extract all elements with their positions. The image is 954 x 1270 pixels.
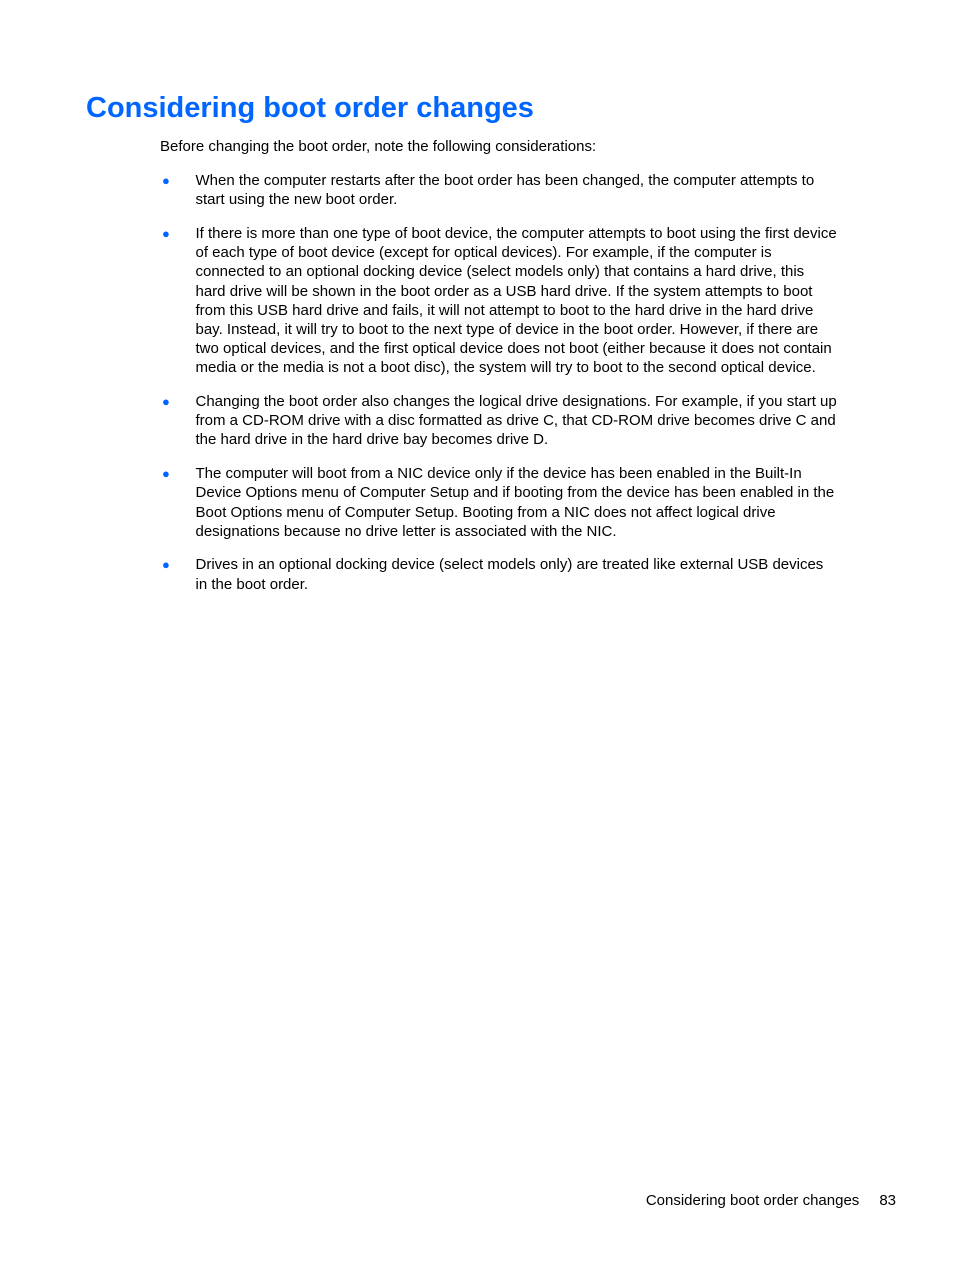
bullet-icon: ● bbox=[162, 466, 170, 482]
bullet-text-line: start using the new boot order. bbox=[195, 191, 398, 209]
bullet-icon: ● bbox=[162, 173, 170, 188]
page-footer bbox=[646, 1191, 896, 1211]
list-item bbox=[160, 392, 890, 450]
bullet-text-line: from a CD-ROM drive with a disc formatted as drive C, that CD-ROM drive becomes drive C and bbox=[195, 412, 836, 430]
bullet-text-line: If there is more than one type of boot device, the computer attempts to boot using the first device bbox=[195, 224, 837, 242]
bullet-text-line: connected to an optional docking device (select models only) that contains a hard drive, this bbox=[195, 263, 805, 281]
bullet-text-line: media or the media is not a boot disc), the system will try to boot to the second optical device. bbox=[195, 359, 816, 377]
bullet-icon: ● bbox=[162, 557, 170, 573]
list-item bbox=[160, 224, 890, 378]
list-item bbox=[160, 555, 890, 593]
bullet-text-line: two optical devices, and the first optical device does not boot (either because it does not contain bbox=[195, 340, 832, 358]
bullet-icon: ● bbox=[162, 394, 170, 410]
bullet-text-line: Device Options menu of Computer Setup and if booting from the device has been enabled in the bbox=[195, 484, 835, 502]
list-item bbox=[160, 171, 890, 209]
page-title: Considering boot order changes bbox=[86, 92, 534, 124]
bullet-text-line: Changing the boot order also changes the logical drive designations. For example, if you start up bbox=[195, 393, 837, 411]
bullet-text-line: the hard drive in the hard drive bay becomes drive D. bbox=[195, 431, 549, 449]
bullet-text-line: Boot Options menu of Computer Setup. Booting from a NIC does not affect logical drive bbox=[195, 503, 776, 521]
bullet-text-line: hard drive will be shown in the boot order as a USB hard drive. If the system attempts to boot bbox=[195, 282, 813, 300]
bullet-text-line: bay. Instead, it will try to boot to the next type of device in the boot order. However, if there are bbox=[195, 320, 819, 338]
bullet-text-line: When the computer restarts after the boot order has been changed, the computer attempts to bbox=[195, 172, 815, 189]
bullet-icon: ● bbox=[162, 225, 170, 241]
bullet-text-line: of each type of boot device (except for optical devices). For example, if the computer is bbox=[195, 244, 772, 262]
intro-paragraph: Before changing the boot order, note the following considerations: bbox=[160, 138, 597, 155]
bullet-text-line: in the boot order. bbox=[195, 575, 309, 593]
bullet-text-line: from this USB hard drive and fails, it will not attempt to boot to the hard drive in the hard drive bbox=[195, 301, 814, 319]
list-item bbox=[160, 464, 890, 541]
bullet-text-line: designations because no drive letter is associated with the NIC. bbox=[195, 522, 617, 540]
footer-section-title: Considering boot order changes bbox=[645, 1192, 860, 1209]
bullet-text-line: The computer will boot from a NIC device only if the device has been enabled in the Built-In bbox=[195, 465, 802, 483]
considerations-list bbox=[160, 171, 890, 608]
footer-page-number: 83 bbox=[879, 1192, 896, 1209]
bullet-text-line: Drives in an optional docking device (select models only) are treated like external USB devices bbox=[195, 556, 824, 574]
